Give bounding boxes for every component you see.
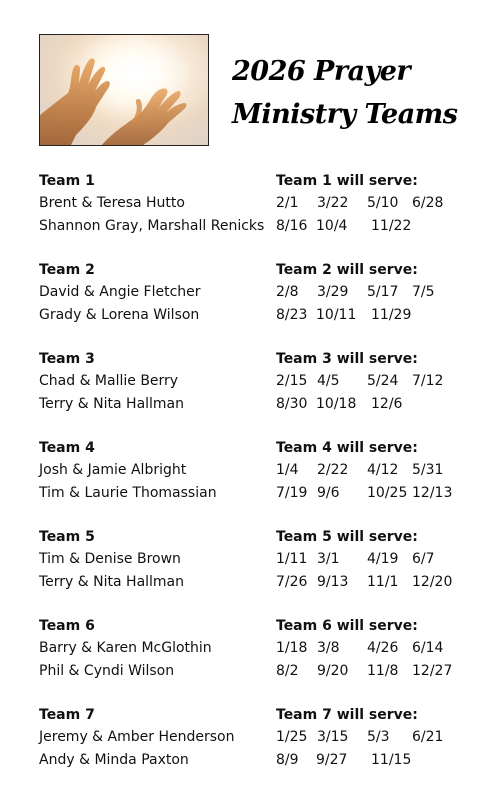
serve-date: 9/6 — [317, 484, 340, 501]
serve-date: 6/21 — [412, 729, 444, 746]
team-members: Terry & Nita Hallman — [39, 573, 185, 590]
serve-date: 6/14 — [412, 640, 444, 657]
serve-date: 5/10 — [367, 195, 399, 212]
serve-date: 3/29 — [317, 284, 349, 301]
team-serve-label: Team 5 will serve: — [276, 529, 418, 545]
serve-date: 9/27 — [316, 751, 348, 768]
serve-date: 4/19 — [367, 551, 399, 568]
serve-date: 7/5 — [412, 284, 435, 301]
team-member-row — [39, 749, 479, 771]
serve-date: 10/11 — [316, 306, 357, 323]
team-block — [39, 437, 479, 504]
serve-date: 7/26 — [276, 573, 308, 590]
serve-date: 2/15 — [276, 373, 308, 390]
team-name: Team 2 — [39, 262, 95, 278]
team-serve-label: Team 7 will serve: — [276, 707, 418, 723]
serve-date: 7/19 — [276, 484, 308, 501]
team-members: Terry & Nita Hallman — [39, 395, 185, 412]
team-member-row — [39, 370, 479, 392]
team-members: Tim & Denise Brown — [39, 551, 181, 568]
serve-date: 10/4 — [316, 217, 348, 234]
raised-hands-image — [39, 34, 209, 146]
serve-date: 9/13 — [317, 573, 349, 590]
team-block — [39, 170, 479, 237]
serve-date: 1/11 — [276, 551, 308, 568]
team-block — [39, 526, 479, 593]
serve-date: 2/1 — [276, 195, 299, 212]
serve-date: 12/6 — [371, 395, 403, 412]
serve-date: 4/26 — [367, 640, 399, 657]
team-member-row — [39, 637, 479, 659]
serve-date: 11/22 — [371, 217, 412, 234]
team-member-row — [39, 482, 479, 504]
serve-date: 3/1 — [317, 551, 340, 568]
team-name: Team 6 — [39, 618, 95, 634]
team-name: Team 4 — [39, 440, 95, 456]
serve-date: 3/22 — [317, 195, 349, 212]
team-members: Chad & Mallie Berry — [39, 373, 179, 390]
team-block — [39, 704, 479, 771]
team-header-row — [39, 437, 479, 459]
serve-date: 10/25 — [367, 484, 408, 501]
serve-date: 11/15 — [371, 751, 412, 768]
team-block — [39, 615, 479, 682]
serve-date: 3/15 — [317, 729, 349, 746]
serve-date: 6/7 — [412, 551, 435, 568]
team-members: Shannon Gray, Marshall Renicks — [39, 217, 265, 234]
team-member-row — [39, 281, 479, 303]
serve-date: 11/1 — [367, 573, 399, 590]
team-serve-label: Team 3 will serve: — [276, 351, 418, 367]
serve-date: 4/5 — [317, 373, 340, 390]
team-members: Brent & Teresa Hutto — [39, 195, 185, 212]
team-member-row — [39, 548, 479, 570]
team-member-row — [39, 726, 479, 748]
serve-date: 3/8 — [317, 640, 340, 657]
serve-date: 12/27 — [412, 662, 453, 679]
team-member-row — [39, 459, 479, 481]
serve-date: 7/12 — [412, 373, 444, 390]
team-header-row — [39, 526, 479, 548]
team-name: Team 7 — [39, 707, 95, 723]
team-member-row — [39, 304, 479, 326]
title-line-2: Ministry Teams — [232, 99, 458, 130]
team-members: Tim & Laurie Thomassian — [39, 484, 217, 501]
team-header-row — [39, 615, 479, 637]
team-members: Andy & Minda Paxton — [39, 751, 189, 768]
team-members: Barry & Karen McGlothin — [39, 640, 212, 657]
serve-date: 8/16 — [276, 217, 308, 234]
serve-date: 5/24 — [367, 373, 399, 390]
serve-date: 8/9 — [276, 751, 299, 768]
team-members: Phil & Cyndi Wilson — [39, 662, 175, 679]
serve-date: 11/8 — [367, 662, 399, 679]
serve-date: 6/28 — [412, 195, 444, 212]
serve-date: 5/17 — [367, 284, 399, 301]
team-member-row — [39, 393, 479, 415]
serve-date: 9/20 — [317, 662, 349, 679]
team-member-row — [39, 660, 479, 682]
team-block — [39, 348, 479, 415]
team-members: Jeremy & Amber Henderson — [39, 729, 235, 746]
team-header-row — [39, 704, 479, 726]
team-members: Grady & Lorena Wilson — [39, 306, 200, 323]
serve-date: 1/18 — [276, 640, 308, 657]
team-members: David & Angie Fletcher — [39, 284, 201, 301]
page-title — [232, 50, 472, 136]
serve-date: 8/2 — [276, 662, 299, 679]
serve-date: 8/23 — [276, 306, 308, 323]
team-member-row — [39, 571, 479, 593]
team-name: Team 5 — [39, 529, 95, 545]
team-member-row — [39, 215, 479, 237]
team-serve-label: Team 6 will serve: — [276, 618, 418, 634]
team-header-row — [39, 259, 479, 281]
serve-date: 2/22 — [317, 462, 349, 479]
serve-date: 8/30 — [276, 395, 308, 412]
serve-date: 1/25 — [276, 729, 308, 746]
team-members: Josh & Jamie Albright — [39, 462, 187, 479]
serve-date: 5/31 — [412, 462, 444, 479]
team-serve-label: Team 4 will serve: — [276, 440, 418, 456]
serve-date: 12/13 — [412, 484, 453, 501]
team-serve-label: Team 1 will serve: — [276, 173, 418, 189]
team-block — [39, 259, 479, 326]
serve-date: 12/20 — [412, 573, 453, 590]
team-member-row — [39, 192, 479, 214]
team-header-row — [39, 348, 479, 370]
title-line-1: 2026 Prayer — [232, 56, 411, 87]
serve-date: 11/29 — [371, 306, 412, 323]
serve-date: 5/3 — [367, 729, 390, 746]
team-name: Team 1 — [39, 173, 95, 189]
serve-date: 4/12 — [367, 462, 399, 479]
team-serve-label: Team 2 will serve: — [276, 262, 418, 278]
team-name: Team 3 — [39, 351, 95, 367]
serve-date: 10/18 — [316, 395, 357, 412]
serve-date: 1/4 — [276, 462, 299, 479]
team-header-row — [39, 170, 479, 192]
serve-date: 2/8 — [276, 284, 299, 301]
